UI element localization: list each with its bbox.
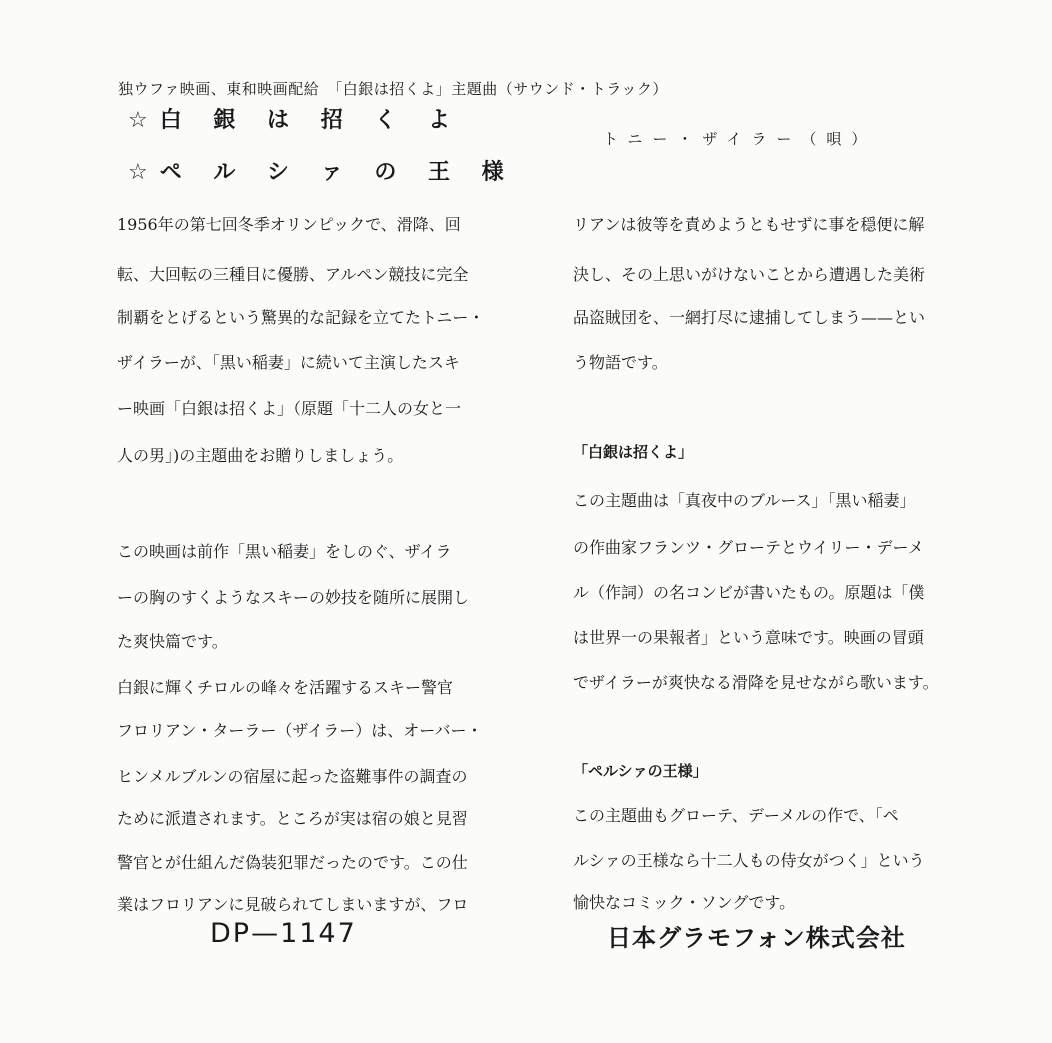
paragraph-line: 愉快なコミック・ソングです。 — [573, 893, 796, 912]
paragraph-line: この主題曲もグローテ、デーメルの作で、「ペ — [573, 806, 899, 825]
company-name: 日本グラモフォン株式会社 — [607, 924, 906, 952]
paragraph-line: 白銀に輝くチロルの峰々を活躍するスキー警官 — [117, 678, 454, 697]
film-credit: 独ウファ映画、東和映画配給 「白銀は招くよ」主題曲（サウンド・トラック） — [118, 80, 668, 98]
paragraph-line: ー映画「白銀は招くよ」（原題「十二人の女と一 — [117, 399, 462, 418]
section-heading-1: 「白銀は招くよ」 — [573, 443, 694, 461]
paragraph-line: ル（作詞）の名コンビが書いたもの。原題は「僕 — [573, 583, 925, 602]
paragraph-line: は世界一の果報者」という意味です。映画の冒頭 — [573, 628, 924, 647]
paragraph-line: う物語です。 — [573, 353, 668, 372]
paragraph-line: ために派遣されます。ところが実は宿の娘と見習 — [117, 809, 468, 828]
artist-credit: トニー・ザイラー（唄） — [603, 130, 877, 148]
paragraph-line: 業はフロリアンに見破られてしまいますが、フロ — [117, 895, 469, 914]
paragraph-line: ーの胸のすくようなスキーの妙技を随所に展開し — [117, 588, 470, 607]
paragraph-line: この主題曲は「真夜中のブルース」「黒い稲妻」 — [573, 491, 916, 510]
paragraph-line: 1956年の第七回冬季オリンピックで、滑降、回 — [117, 215, 461, 234]
paragraph-line: リアンは彼等を責めようともせずに事を穏便に解 — [573, 215, 925, 234]
song-title-2: ☆ペ ル シ ァ の 王 様 — [128, 160, 516, 185]
song-title-1: ☆白 銀 は 招 く よ — [128, 108, 463, 133]
paragraph-line: ヒンメルブルンの宿屋に起った盗難事件の調査の — [117, 767, 468, 786]
paragraph-line: の作曲家フランツ・グローテとウイリー・デーメ — [573, 538, 924, 557]
section-heading-2: 「ペルシァの王様」 — [573, 762, 708, 780]
paragraph-line: た爽快篇です。 — [117, 632, 228, 651]
paragraph-line: 制覇をとげるという驚異的な記録を立てたトニー・ — [117, 308, 485, 327]
paragraph-line: フロリアン・ターラー（ザイラー）は、オーバー・ — [117, 721, 483, 740]
paragraph-line: 人の男」)の主題曲をお贈りしましょう。 — [117, 446, 404, 465]
paragraph-line: 警官とが仕組んだ偽装犯罪だったのです。この仕 — [117, 853, 468, 872]
paragraph-line: 転、大回転の三種目に優勝、アルペン競技に完全 — [117, 265, 469, 284]
paragraph-line: でザイラーが爽快なる滑降を見せながら歌います。 — [573, 673, 939, 692]
paragraph-line: この映画は前作「黒い稲妻」をしのぐ、ザイラ — [117, 542, 452, 561]
paragraph-line: ルシァの王様なら十二人もの侍女がつく」という — [573, 851, 925, 870]
paragraph-line: 品盗賊団を、一網打尽に逮捕してしまう——とい — [573, 308, 926, 327]
catalog-number: DP—1147 — [210, 918, 357, 949]
paragraph-line: ザイラーが、「黒い稲妻」に続いて主演したスキ — [117, 353, 460, 372]
paragraph-line: 決し、その上思いがけないことから遭遇した美術 — [573, 265, 926, 284]
